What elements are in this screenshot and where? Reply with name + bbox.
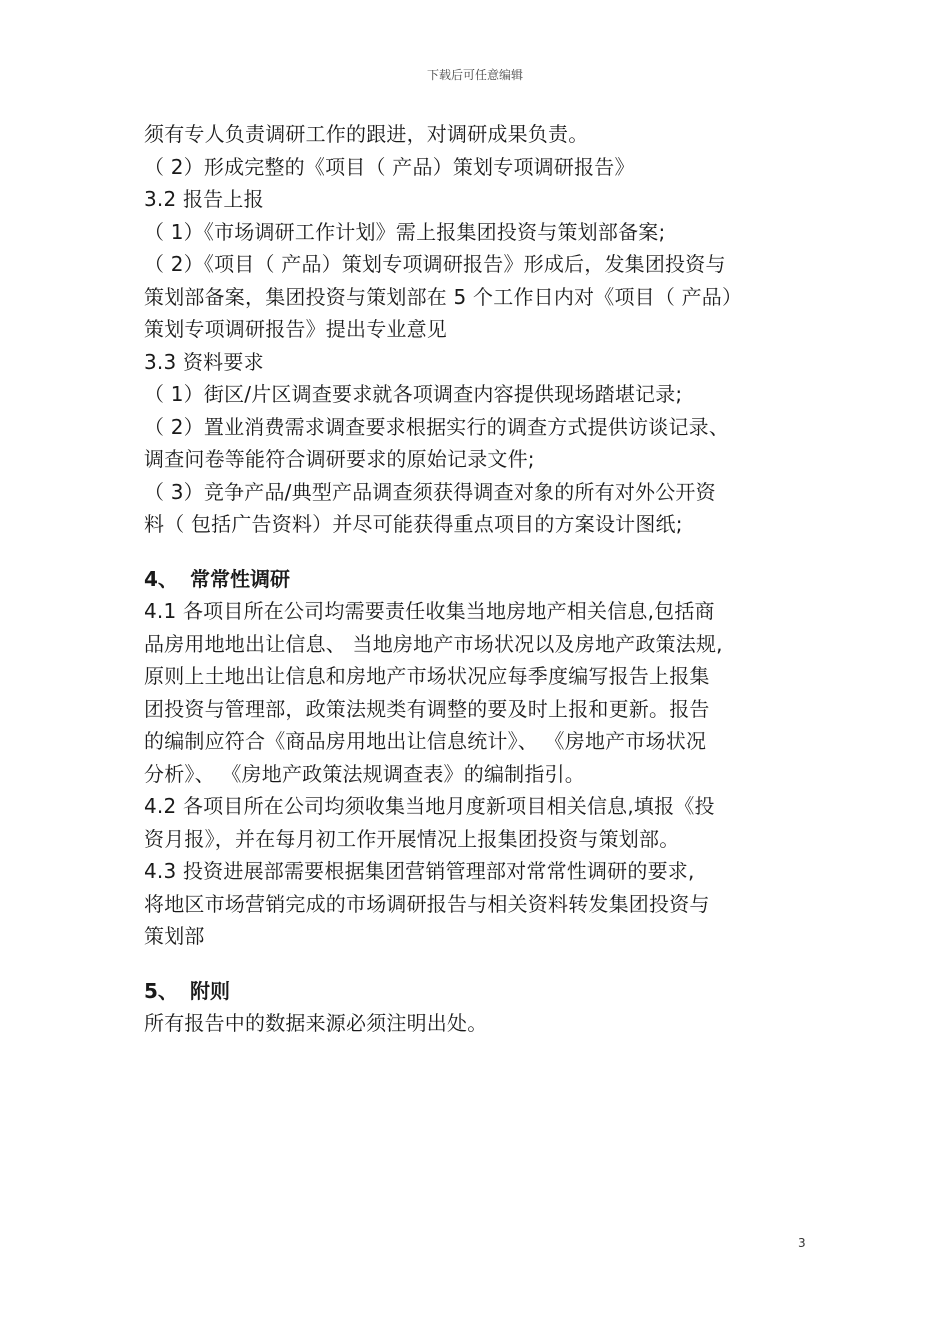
paragraph-line: 资月报》，并在每月初工作开展情况上报集团投资与策划部。 <box>144 826 680 851</box>
paragraph-line: 策划部备案，集团投资与策划部在 5 个工作日内对《项目（ 产品） <box>144 284 743 309</box>
paragraph-line: 的编制应符合《商品房用地出让信息统计》、 《房地产市场状况 <box>144 729 707 753</box>
paragraph-line: 策划专项调研报告》提出专业意见 <box>144 317 447 341</box>
section-4-body <box>144 595 824 953</box>
paragraph-line: 4.3 投资进展部需要根据集团营销管理部对常常性调研的要求, <box>144 859 695 883</box>
section-4-number: 4、 <box>144 566 178 591</box>
paragraph-line: 4.1 各项目所在公司均需要责任收集当地房地产相关信息,包括商 <box>144 599 715 623</box>
paragraph-line: 团投资与管理部，政策法规类有调整的要及时上报和更新。报告 <box>144 696 710 721</box>
paragraph-line: （ 2）形成完整的《项目（ 产品）策划专项调研报告》 <box>144 154 635 179</box>
section-4-heading <box>144 563 824 596</box>
paragraph-line: 原则上土地出让信息和房地产市场状况应每季度编写报告上报集 <box>144 664 710 688</box>
section-5-title: 附则 <box>190 978 230 1003</box>
paragraph-line: 将地区市场营销完成的市场调研报告与相关资料转发集团投资与 <box>144 891 710 916</box>
section-5-heading <box>144 975 824 1008</box>
paragraph-line: 所有报告中的数据来源必须注明出处。 <box>144 1011 488 1035</box>
paragraph-line: （ 2）置业消费需求调查要求根据实行的调查方式提供访谈记录、 <box>144 414 730 439</box>
paragraph-line: 策划部 <box>144 924 205 948</box>
paragraph-line: 须有专人负责调研工作的跟进，对调研成果负责。 <box>144 122 589 146</box>
page-header: 下载后可任意编辑 <box>426 68 523 82</box>
document-body <box>144 118 824 1040</box>
paragraph-line: 料（ 包括广告资料）并尽可能获得重点项目的方案设计图纸; <box>144 512 683 536</box>
paragraph-line: （ 3）竞争产品/典型产品调查须获得调查对象的所有对外公开资 <box>144 479 716 504</box>
paragraph-line: （ 2）《项目（ 产品）策划专项调研报告》形成后，发集团投资与 <box>144 252 726 276</box>
paragraph-line: 分析》、 《房地产政策法规调查表》的编制指引。 <box>144 761 585 786</box>
subsection-3-2-title: 3.2 报告上报 <box>144 187 264 211</box>
section-5-body <box>144 1007 824 1040</box>
paragraph-line: 4.2 各项目所在公司均须收集当地月度新项目相关信息,填报《投 <box>144 794 715 818</box>
block-reports-and-materials <box>144 118 824 541</box>
paragraph-line: 品房用地地出让信息、 当地房地产市场状况以及房地产政策法规, <box>144 631 723 656</box>
paragraph-line: （ 1）街区/片区调查要求就各项调查内容提供现场踏堪记录; <box>144 382 683 406</box>
section-5-number: 5、 <box>144 978 178 1003</box>
section-4-title: 常常性调研 <box>190 566 290 591</box>
page-number: 3 <box>798 1236 806 1250</box>
subsection-3-3-title: 3.3 资料要求 <box>144 349 264 374</box>
paragraph-line: （ 1）《市场调研工作计划》需上报集团投资与策划部备案; <box>144 219 666 244</box>
paragraph-line: 调查问卷等能符合调研要求的原始记录文件; <box>144 447 535 471</box>
